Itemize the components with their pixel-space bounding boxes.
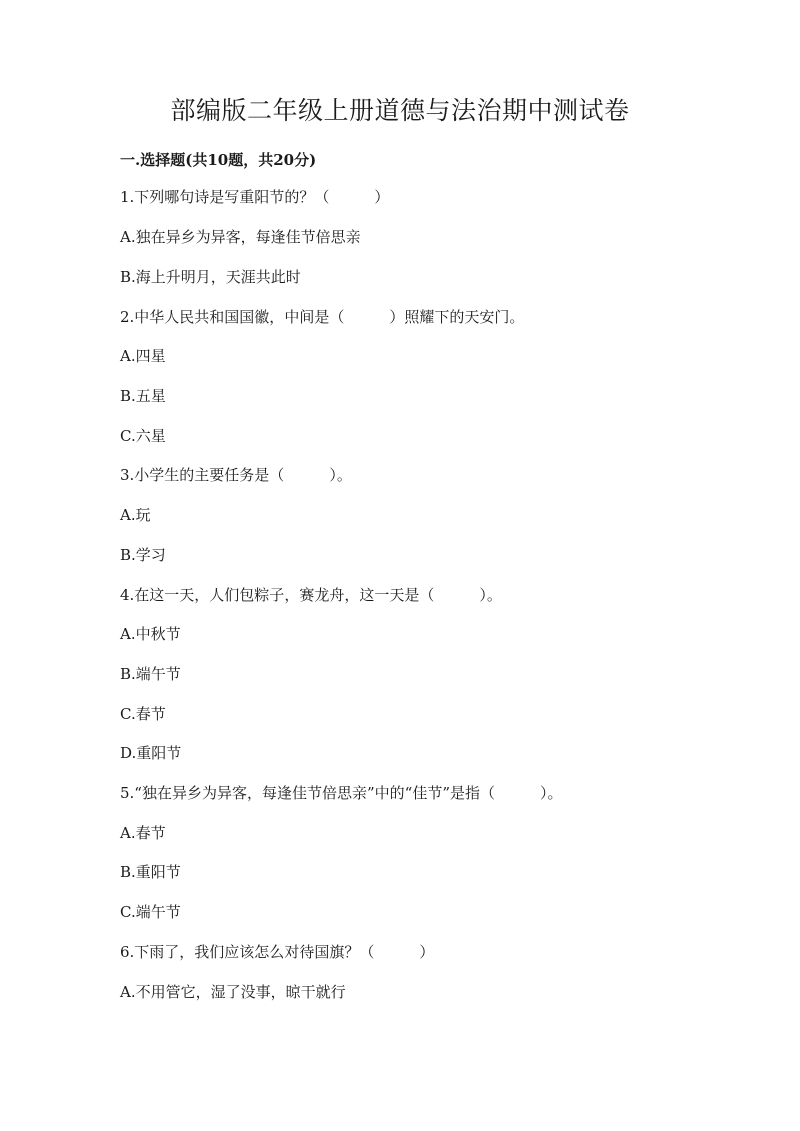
- option-4b: B.端午节: [120, 665, 181, 683]
- option-5b: B.重阳节: [120, 863, 181, 881]
- question-4: 4.在这一天，人们包粽子，赛龙舟，这一天是（ ）。: [120, 586, 502, 604]
- question-3: 3.小学生的主要任务是（ ）。: [120, 466, 352, 484]
- option-1b: B.海上升明月，天涯共此时: [120, 268, 301, 286]
- question-6: 6.下雨了，我们应该怎么对待国旗？（ ）: [120, 943, 435, 961]
- option-2b: B.五星: [120, 387, 166, 405]
- option-2c: C.六星: [120, 427, 166, 445]
- option-4d: D.重阳节: [120, 744, 182, 762]
- question-5: 5.“独在异乡为异客，每逢佳节倍思亲”中的“佳节”是指（ ）。: [120, 784, 563, 802]
- option-4c: C.春节: [120, 705, 166, 723]
- option-2a: A.四星: [120, 347, 166, 365]
- option-1a: A.独在异乡为异客，每逢佳节倍思亲: [120, 228, 361, 246]
- option-6a: A.不用管它，湿了没事，晾干就行: [120, 983, 346, 1001]
- option-3b: B.学习: [120, 546, 166, 564]
- section-heading: 一.选择题(共10题，共20分): [120, 151, 317, 169]
- option-3a: A.玩: [120, 506, 151, 524]
- question-2: 2.中华人民共和国国徽，中间是（ ）照耀下的天安门。: [120, 308, 525, 326]
- page-title: 部编版二年级上册道德与法治期中测试卷: [170, 96, 630, 125]
- option-5a: A.春节: [120, 824, 166, 842]
- option-5c: C.端午节: [120, 903, 181, 921]
- question-1: 1.下列哪句诗是写重阳节的？（ ）: [120, 188, 390, 206]
- option-4a: A.中秋节: [120, 625, 181, 643]
